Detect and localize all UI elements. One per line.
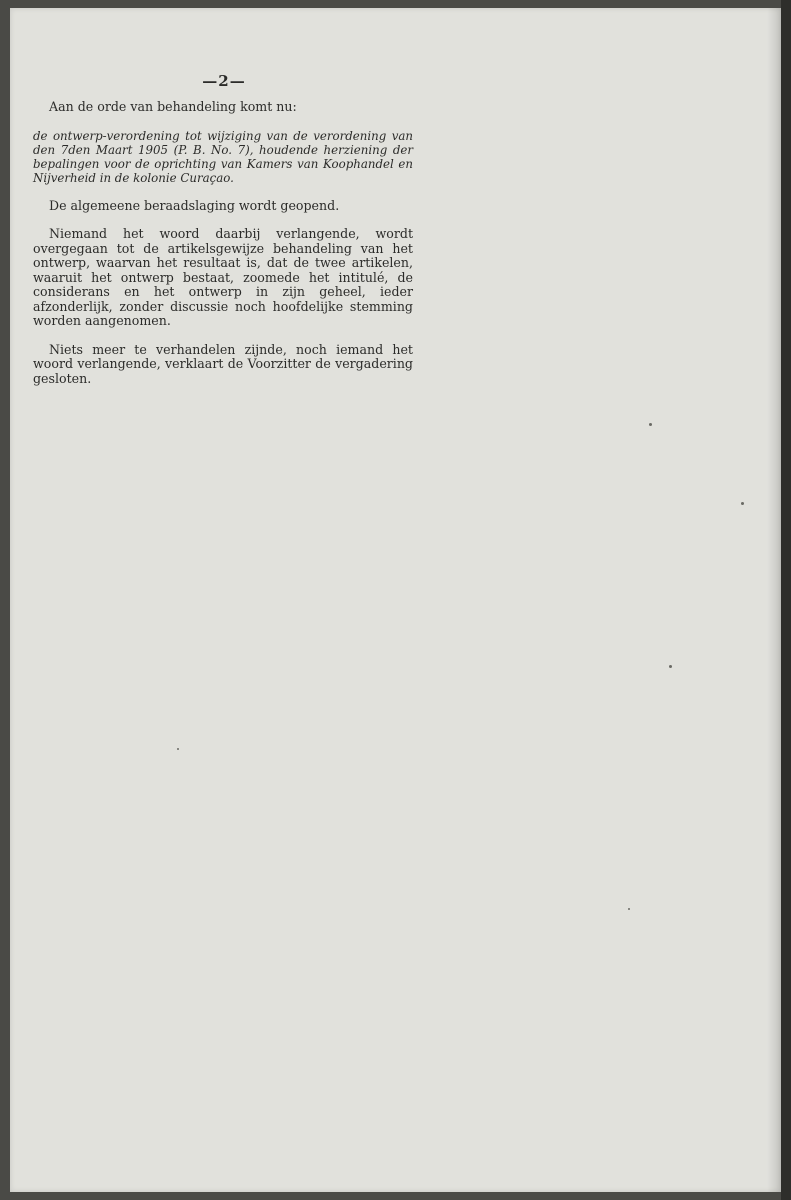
paper-speck (741, 502, 744, 505)
binding-edge (781, 0, 791, 1200)
page-gutter-shadow (767, 8, 781, 1192)
paper-speck (628, 908, 630, 910)
intro-paragraph: Aan de orde van behandeling komt nu: (49, 99, 297, 114)
paper-speck (649, 423, 652, 426)
paper-speck (177, 748, 179, 750)
paper-speck (669, 665, 672, 668)
paragraph-articles-adopted: Niemand het woord daarbij verlangende, wordt overgegaan tot de artikelsgewijze behandeling van het ontwerp, waarvan het resultaat is, dat de twee artikelen, waaruit het ontwerp bestaat, zoomede het intitulé, de considerans en het ontwerp in zijn geheel, ieder afzonderlijk, zonder discussie noch hoofdelijke stemming worden aangenomen. (33, 226, 413, 328)
paragraph-debate-opened: De algemeene beraadslaging wordt geopend. (49, 197, 340, 213)
text-column (33, 72, 413, 386)
paragraph-meeting-closed: Niets meer te verhandelen zijnde, noch iemand het woord verlangende, verklaart de Voorzitter de vergadering gesloten. (33, 341, 413, 386)
page-number: —2— (202, 72, 246, 90)
agenda-item: de ontwerp-verordening tot wijziging van de verordening van den 7den Maart 1905 (P. B. No. 7), houdende herziening der bepalingen voor de oprichting van Kamers van Koophandel en Nijverheid in de kolonie Curaçao. (33, 128, 413, 185)
document-page (10, 8, 781, 1192)
